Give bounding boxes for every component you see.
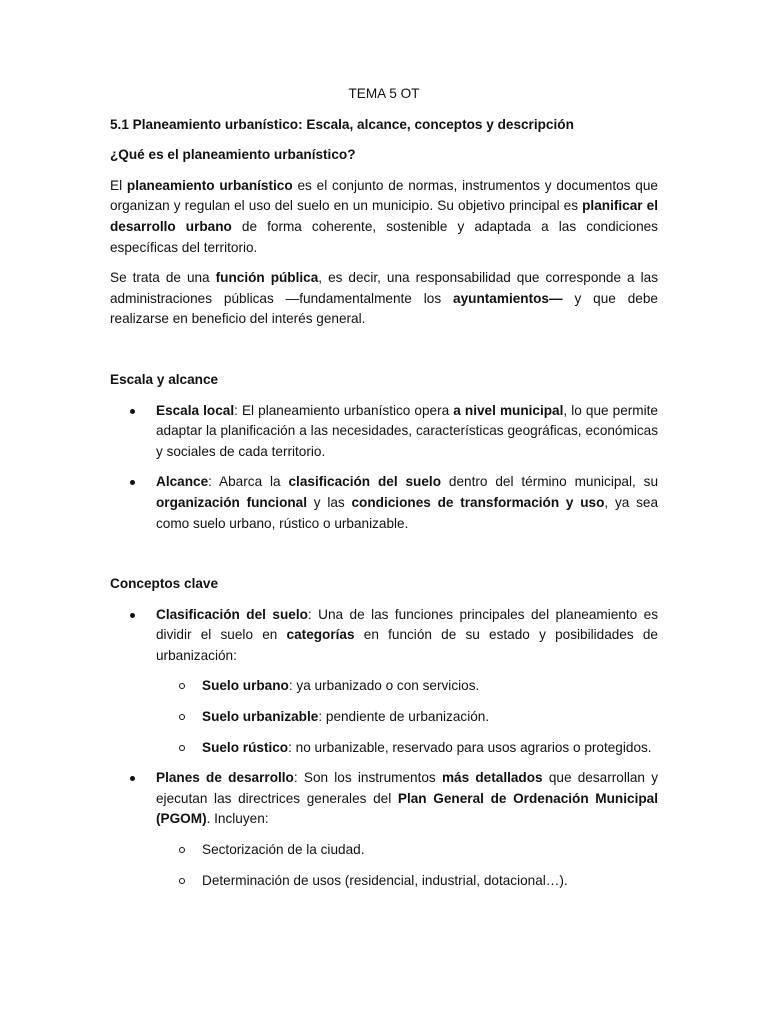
sub-list-item [156,840,658,861]
bold-run: planeamiento urbanístico [126,177,293,193]
text-run: , ya sea como suelo urbano, rústico o urbanizable. [156,494,659,531]
conceptos-list [110,605,658,892]
question-heading: ¿Qué es el planeamiento urbanístico? [110,147,356,163]
conceptos-heading: Conceptos clave [110,576,219,592]
text-run: : El planeamiento urbanístico opera [234,402,454,418]
text-run: Determinación de usos (residencial, industrial, dotacional…). [202,872,568,888]
list-item [110,401,658,463]
spacer [110,340,658,370]
text-run: : no urbanizable, reservado para usos agrarios o protegidos. [288,739,652,755]
text-run: dentro del término municipal, su [441,474,659,490]
bold-run: organización funcional [156,494,308,510]
sub-list-item [156,707,658,728]
circle-bullet-icon [179,714,185,720]
sub-list [156,676,658,758]
sub-list-item [156,738,658,759]
circle-bullet-icon [179,847,185,853]
spacer [110,544,658,574]
bold-run: Suelo rústico [202,739,289,755]
sub-list-item [156,676,658,697]
public-function-paragraph [110,268,658,330]
text-run: es el conjunto de normas, instrumentos y documentos que organizan y regulan el uso del suelo en un municipio. Su objetivo principal es [110,177,658,214]
text-run: , lo que permite adaptar la planificación a las necesidades, características geográficas, económicas y sociales de cada territorio. [156,402,658,459]
escala-list [110,401,658,535]
text-run: , es decir, una responsabilidad que corresponde a las administraciones públicas —fundamentalmente los [110,270,658,306]
text-run: . Incluyen: [206,811,269,827]
list-item [110,768,658,891]
bullet-icon [130,480,135,485]
intro-paragraph [110,176,658,258]
circle-bullet-icon [179,683,185,689]
bold-run: Alcance [156,474,209,490]
text-run: en función de su estado y posibilidades de urbanización: [156,627,658,663]
bold-run: Planes de desarrollo [156,770,294,786]
bold-run: Suelo urbano [202,678,289,694]
text-run: de forma coherente, sostenible y adaptada a las condiciones específicas del territorio. [110,218,658,255]
text-run: y que debe realizarse en beneficio del interés general. [110,290,658,327]
text-run: : pendiente de urbanización. [318,709,490,725]
text-run: : Abarca la [208,474,289,490]
list-item [110,472,658,534]
bold-run: Clasificación del suelo [156,606,308,622]
document-title: TEMA 5 OT [348,86,420,101]
bold-run: más detallados [441,770,543,786]
bold-run: Suelo urbanizable [202,709,319,725]
escala-heading: Escala y alcance [110,371,219,387]
sub-list [156,840,658,891]
text-run: El [110,177,127,193]
bold-run: función pública [215,270,319,286]
sub-list-item [156,871,658,892]
text-run: que desarrollan y ejecutan las directrices generales del [156,770,659,806]
bullet-icon [130,409,135,414]
bold-run: clasificación del suelo [288,474,442,490]
text-run: y las [307,494,352,510]
text-run: : ya urbanizado o con servicios. [288,678,480,694]
document-page [110,84,658,901]
bold-run: condiciones de transformación y uso [351,494,605,510]
list-item [110,605,658,759]
bullet-icon [130,776,135,781]
circle-bullet-icon [179,878,185,884]
circle-bullet-icon [179,745,185,751]
bold-run: categorías [286,627,355,643]
text-run: : Son los instrumentos [293,770,442,786]
section-heading: 5.1 Planeamiento urbanístico: Escala, alcance, conceptos y descripción [110,116,574,132]
bullet-icon [130,613,135,618]
text-run: Se trata de una [110,270,216,286]
bold-run: ayuntamientos— [453,290,563,306]
bold-run: Plan General de Ordenación Municipal (PGOM) [156,790,658,827]
text-run: : Una de las funciones principales del planeamiento es dividir el suelo en [156,606,658,643]
bold-run: a nivel municipal [453,402,564,418]
text-run: Sectorización de la ciudad. [202,842,365,858]
bold-run: Escala local [156,402,235,418]
bold-run: planificar el desarrollo urbano [110,198,658,234]
